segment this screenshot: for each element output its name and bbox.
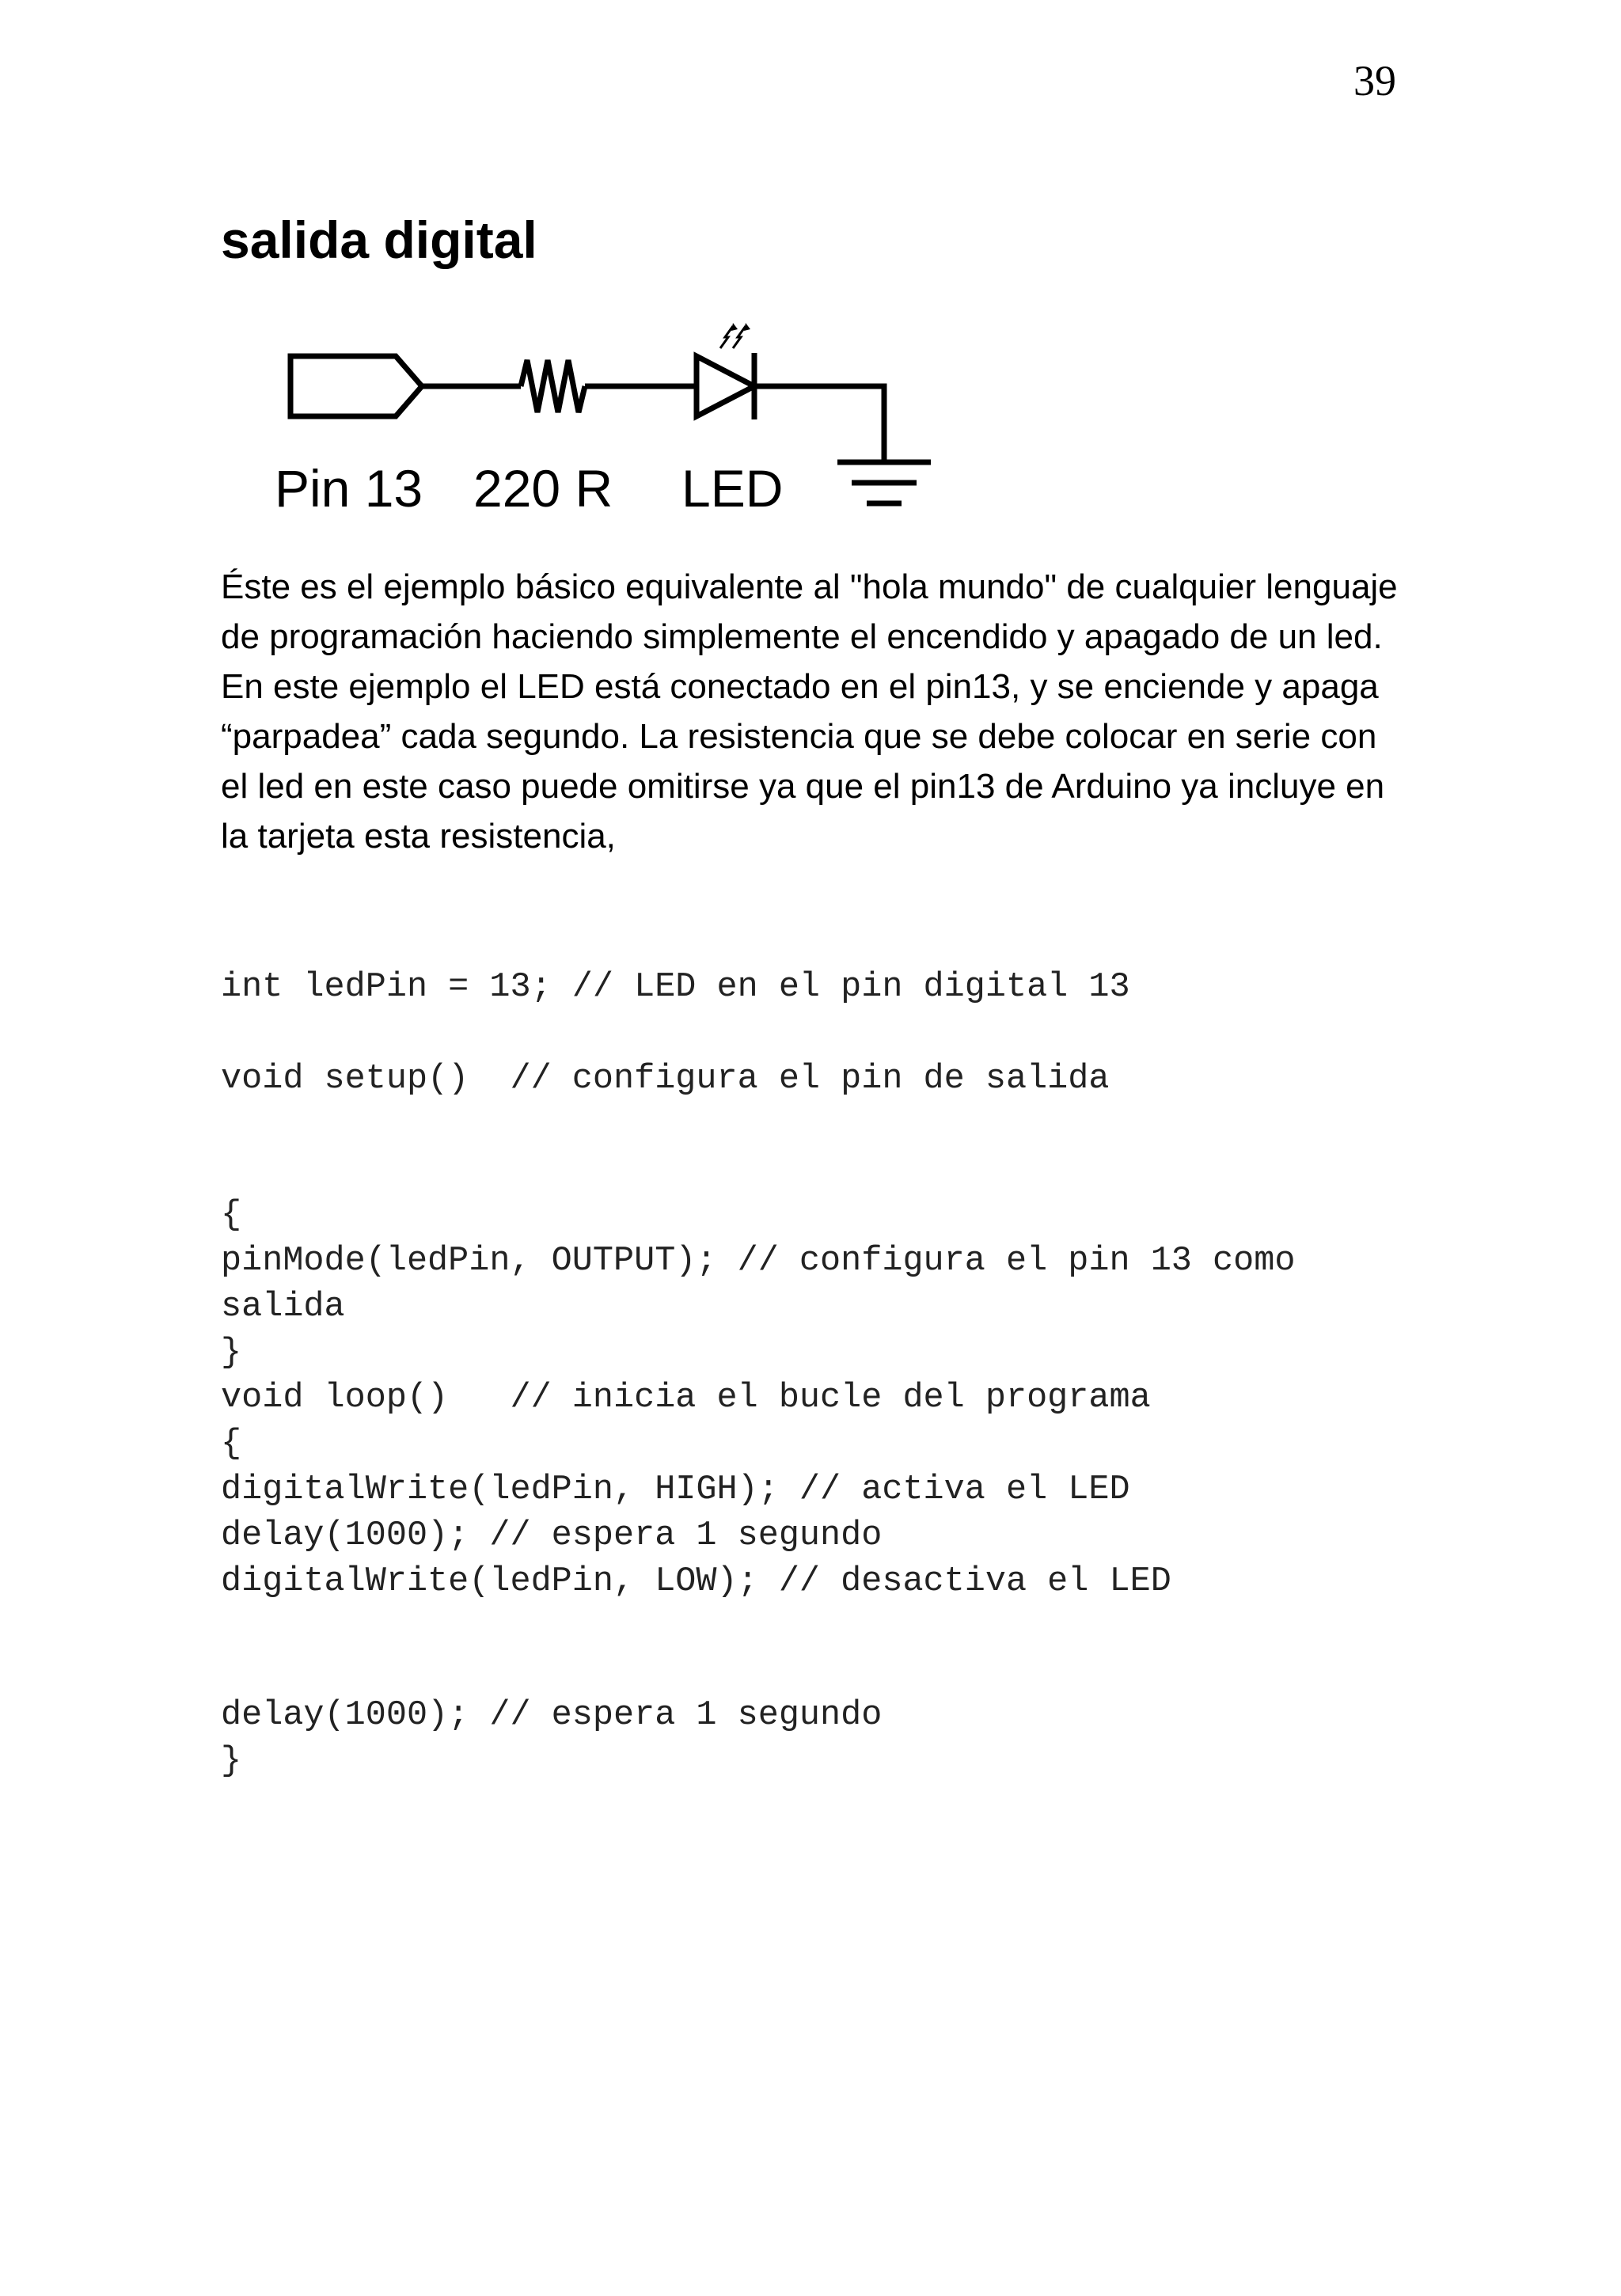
code-line: } <box>221 1742 242 1781</box>
code-line: salida <box>221 1288 345 1326</box>
pin-connector-symbol <box>290 356 422 416</box>
code-line: int ledPin = 13; // LED en el pin digital 13 <box>221 968 1130 1007</box>
code-line: void setup() // configura el pin de salida <box>221 1060 1110 1099</box>
resistor-symbol <box>521 360 585 412</box>
led-diode-symbol <box>697 356 754 416</box>
led-label: LED <box>681 459 784 518</box>
code-line: void loop() // inicia el bucle del programa <box>221 1379 1151 1417</box>
code-line: pinMode(ledPin, OUTPUT); // configura el pin 13 como <box>221 1242 1296 1281</box>
page-title: salida digital <box>221 211 537 269</box>
wire-segment <box>754 386 884 462</box>
code-line: delay(1000); // espera 1 segundo <box>221 1516 883 1555</box>
code-line: { <box>221 1196 242 1235</box>
code-line: { <box>221 1425 242 1463</box>
code-line: } <box>221 1334 242 1372</box>
page-number: 39 <box>1353 57 1396 104</box>
code-line: digitalWrite(ledPin, HIGH); // activa el LED <box>221 1471 1130 1509</box>
code-line: digitalWrite(ledPin, LOW); // desactiva el LED <box>221 1562 1171 1601</box>
intro-paragraph: Éste es el ejemplo básico equivalente al "hola mundo" de cualquier lenguaje de programación haciendo simplemente el encendido y apagado de un led. En este ejemplo el LED está conectado en el pin13, y se enciende y apaga “parpadea” cada segundo. La resistencia que se debe colocar en serie con el led en este caso puede omitirse ya que el pin13 de Arduino ya incluye en la tarjeta esta resistencia, <box>221 567 1398 856</box>
pin-label: Pin 13 <box>275 459 423 518</box>
resistor-label: 220 R <box>473 459 613 518</box>
code-line: delay(1000); // espera 1 segundo <box>221 1696 883 1735</box>
circuit-schematic <box>269 317 950 530</box>
